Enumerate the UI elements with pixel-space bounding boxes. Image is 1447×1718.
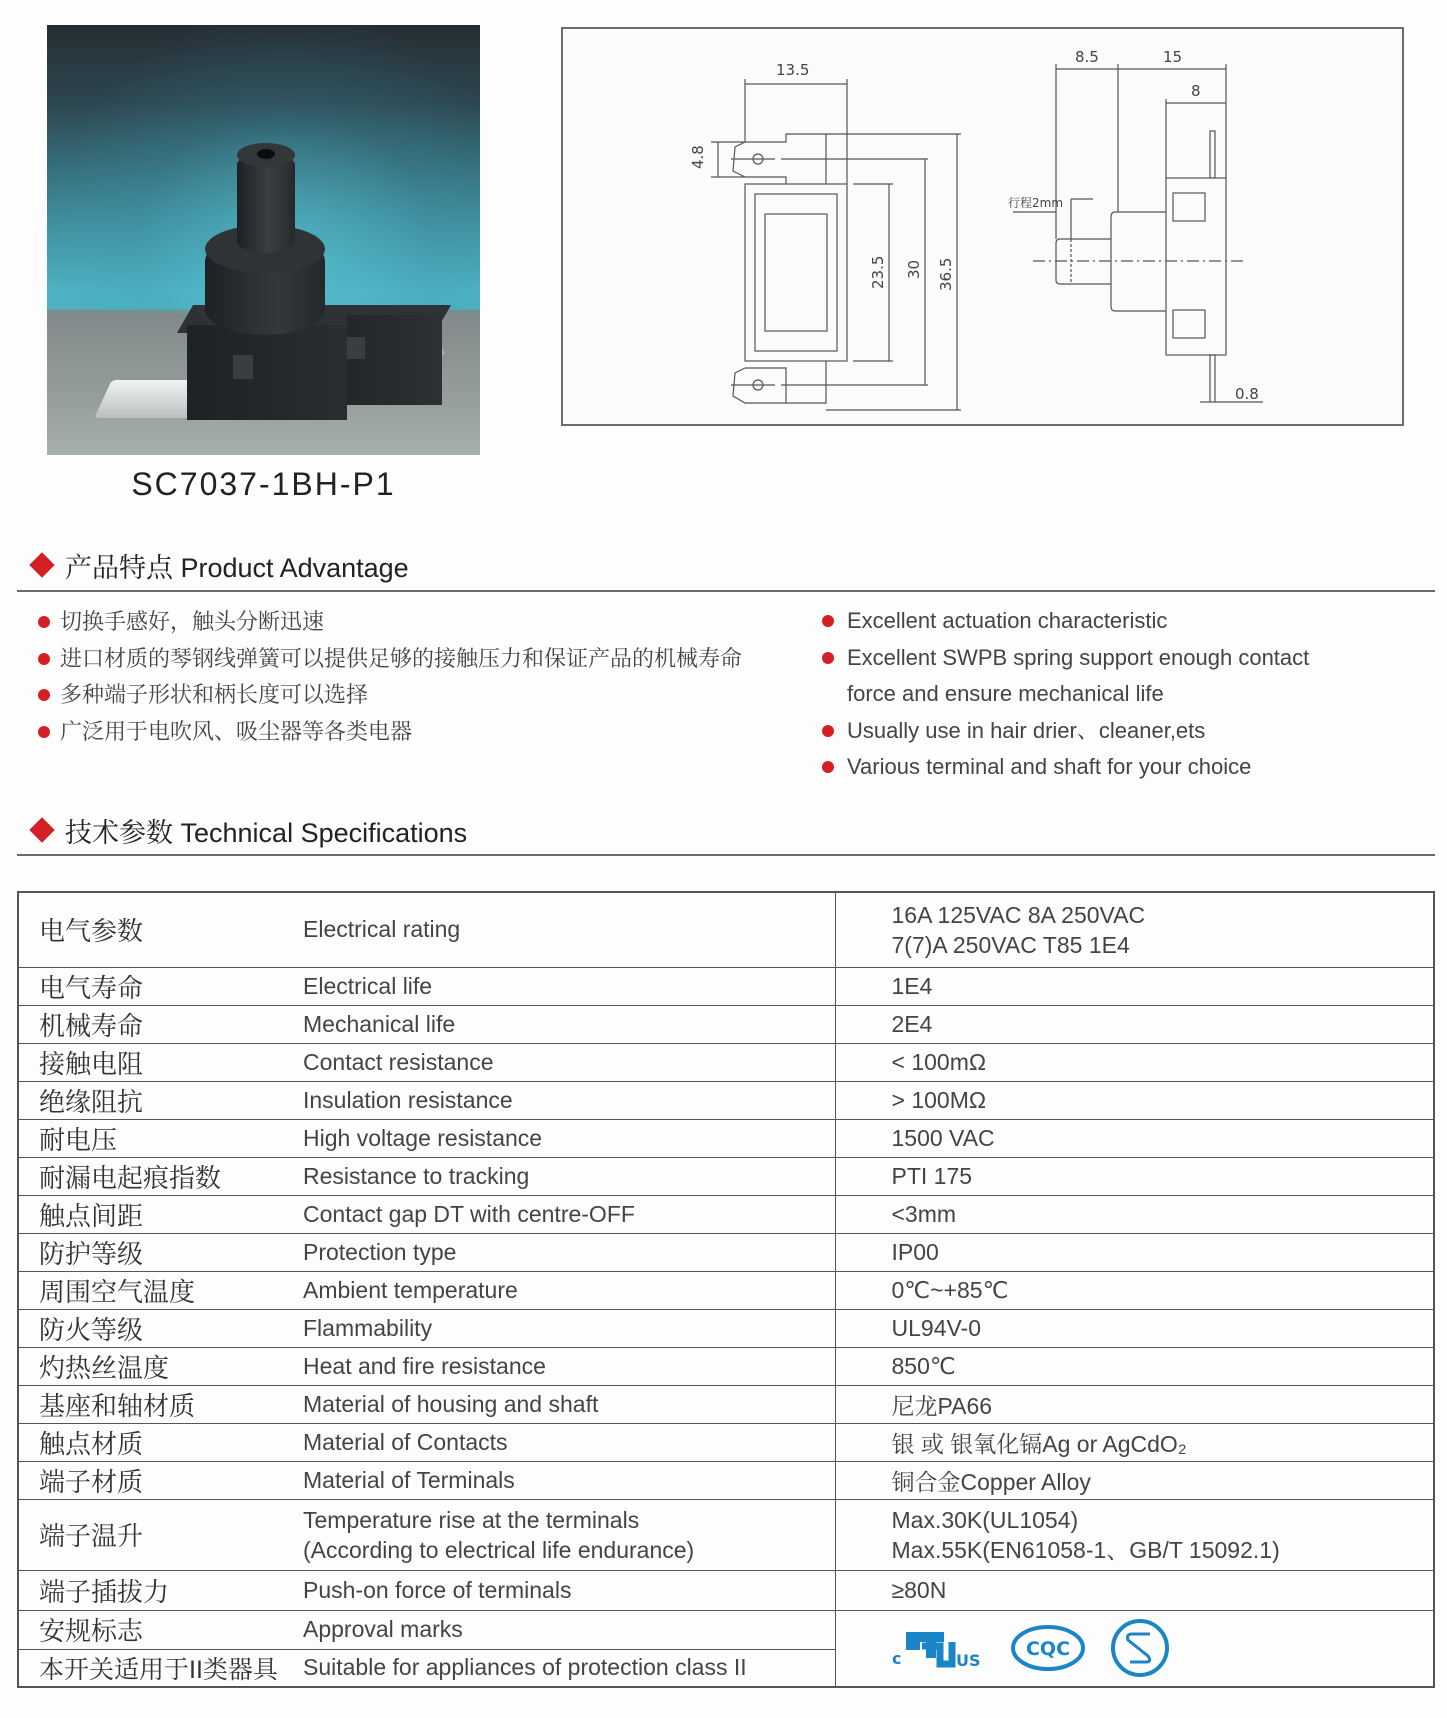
advantage-text: force and ensure mechanical life	[847, 681, 1164, 706]
spec-en: Electrical life	[303, 967, 835, 1005]
advantage-title: 产品特点 Product Advantage	[65, 552, 409, 583]
approval-marks-cell	[835, 1610, 1434, 1687]
bullet-icon	[38, 726, 50, 738]
model-name: SC7037-1BH-P1	[131, 466, 396, 502]
table-row	[18, 1499, 1434, 1570]
s-mark-icon	[1110, 1618, 1170, 1678]
spec-en: Flammability	[303, 1309, 835, 1347]
advantage-item	[38, 604, 742, 641]
spec-cn: 接触电阻	[18, 1043, 303, 1081]
spec-value	[835, 1499, 1434, 1570]
spec-value: 2E4	[835, 1005, 1434, 1043]
dim-13-5: 13.5	[776, 61, 810, 79]
spec-cn: 防火等级	[18, 1309, 303, 1347]
table-row	[18, 967, 1434, 1005]
stroke-label: 行程2mm	[1008, 196, 1064, 210]
spec-value: PTI 175	[835, 1157, 1434, 1195]
table-row	[18, 1233, 1434, 1271]
approval-marks	[892, 1618, 1434, 1678]
table-row	[18, 1423, 1434, 1461]
spec-value: UL94V-0	[835, 1309, 1434, 1347]
spec-en: Contact resistance	[303, 1043, 835, 1081]
product-photo	[47, 25, 480, 455]
spec-en: Material of Terminals	[303, 1461, 835, 1499]
dim-0-8: 0.8	[1235, 385, 1259, 403]
spec-en: Push-on force of terminals	[303, 1570, 835, 1610]
spec-en: Ambient temperature	[303, 1271, 835, 1309]
bullet-icon	[38, 616, 50, 628]
advantage-text: Usually use in hair drier、cleaner,ets	[847, 717, 1206, 743]
bullet-icon	[38, 689, 50, 701]
shaft-hole	[257, 149, 275, 159]
advantage-item	[822, 713, 1309, 750]
dim-8: 8	[1191, 82, 1201, 100]
spec-en-line: (According to electrical life endurance)	[303, 1536, 695, 1563]
table-row	[18, 1005, 1434, 1043]
bullet-icon	[822, 761, 834, 773]
spec-cn: 电气参数	[18, 892, 303, 967]
spec-value-line: Max.30K(UL1054)	[891, 1506, 1079, 1533]
advantage-text: 多种端子形状和柄长度可以选择	[60, 682, 369, 707]
spec-value: 铜合金Copper Alloy	[835, 1461, 1434, 1499]
advantage-item	[38, 641, 742, 678]
table-row	[18, 1195, 1434, 1233]
advantage-text: Excellent SWPB spring support enough contact	[847, 644, 1310, 670]
spec-value: 尼龙PA66	[835, 1385, 1434, 1423]
switch-body-side	[347, 315, 442, 405]
spec-cn: 安规标志	[18, 1610, 303, 1649]
spec-value-line: Max.55K(EN61058-1、GB/T 15092.1)	[891, 1536, 1280, 1563]
diamond-bullet-icon	[29, 552, 54, 577]
advantage-item	[822, 603, 1309, 640]
svg-text:c: c	[891, 1649, 901, 1669]
spec-value: 银 或 银氧化镉Ag or AgCdO₂	[835, 1423, 1434, 1461]
spec-value: IP00	[835, 1233, 1434, 1271]
advantage-item	[38, 714, 742, 751]
dim-8-5: 8.5	[1075, 48, 1099, 66]
spec-value: 1E4	[835, 967, 1434, 1005]
technical-drawing	[561, 27, 1404, 426]
table-row	[18, 1119, 1434, 1157]
spec-en	[303, 1499, 835, 1570]
spec-en: High voltage resistance	[303, 1119, 835, 1157]
dim-15: 15	[1163, 48, 1183, 66]
spec-en: Resistance to tracking	[303, 1157, 835, 1195]
advantage-item	[38, 677, 742, 714]
spec-value: 0℃~+85℃	[835, 1271, 1434, 1309]
spec-cn: 端子材质	[18, 1461, 303, 1499]
section-divider	[17, 854, 1435, 856]
advantage-item	[822, 749, 1309, 786]
bullet-icon	[822, 725, 834, 737]
bullet-icon	[38, 653, 50, 665]
spec-value: < 100mΩ	[835, 1043, 1434, 1081]
svg-text:US: US	[955, 1651, 981, 1669]
diamond-bullet-icon	[29, 817, 54, 842]
table-row	[18, 1309, 1434, 1347]
spec-en: Mechanical life	[303, 1005, 835, 1043]
spec-value: ≥80N	[835, 1570, 1434, 1610]
culus-mark-icon	[892, 1628, 986, 1668]
spec-value-line: 16A 125VAC 8A 250VAC	[891, 901, 1146, 928]
spec-cn: 绝缘阻抗	[18, 1081, 303, 1119]
spec-value: 1500 VAC	[835, 1119, 1434, 1157]
table-row	[18, 1157, 1434, 1195]
spec-en-line: Temperature rise at the terminals	[303, 1506, 640, 1533]
spec-en: Approval marks	[303, 1610, 835, 1649]
switch-body	[187, 325, 347, 420]
spec-cn: 灼热丝温度	[18, 1347, 303, 1385]
spec-table	[17, 891, 1435, 1688]
svg-text:CQC: CQC	[1025, 1638, 1070, 1661]
advantage-list-en	[822, 603, 1309, 786]
advantage-item-continuation	[822, 676, 1309, 713]
spec-en: Material of Contacts	[303, 1423, 835, 1461]
table-row	[18, 1570, 1434, 1610]
spec-cn: 触点间距	[18, 1195, 303, 1233]
table-row	[18, 1347, 1434, 1385]
spec-cn: 端子插拔力	[18, 1570, 303, 1610]
spec-cn: 触点材质	[18, 1423, 303, 1461]
spec-en: Contact gap DT with centre-OFF	[303, 1195, 835, 1233]
dimension-drawing	[563, 29, 1406, 428]
spec-en: Protection type	[303, 1233, 835, 1271]
advantage-text: Excellent actuation characteristic	[847, 608, 1168, 633]
spec-en: Electrical rating	[303, 892, 835, 967]
switch-shaft	[237, 153, 295, 253]
dim-23-5: 23.5	[869, 255, 887, 289]
spec-value	[835, 892, 1434, 967]
spec-cn: 电气寿命	[18, 967, 303, 1005]
specs-title: 技术参数 Technical Specifications	[65, 817, 468, 848]
spec-cn: 基座和轴材质	[18, 1385, 303, 1423]
spec-value: > 100MΩ	[835, 1081, 1434, 1119]
latch	[347, 337, 365, 359]
advantage-item	[822, 640, 1309, 677]
section-divider	[17, 590, 1435, 592]
table-row	[18, 1461, 1434, 1499]
spec-value-line: 7(7)A 250VAC T85 1E4	[891, 931, 1130, 958]
spec-cn: 防护等级	[18, 1233, 303, 1271]
advantage-text: 广泛用于电吹风、吸尘器等各类电器	[60, 718, 413, 744]
spec-en: Suitable for appliances of protection class II	[303, 1649, 835, 1687]
dim-30: 30	[905, 259, 923, 279]
advantage-text: 进口材质的琴钢线弹簧可以提供足够的接触压力和保证产品的机械寿命	[60, 645, 743, 671]
advantage-text: 切换手感好，触头分断迅速	[60, 609, 325, 634]
latch	[233, 355, 253, 379]
bullet-icon	[822, 615, 834, 627]
spec-cn: 端子温升	[18, 1499, 303, 1570]
table-row	[18, 1385, 1434, 1423]
spec-cn: 耐漏电起痕指数	[18, 1157, 303, 1195]
spec-en: Insulation resistance	[303, 1081, 835, 1119]
spec-cn: 周围空气温度	[18, 1271, 303, 1309]
spec-value: <3mm	[835, 1195, 1434, 1233]
table-row	[18, 892, 1434, 967]
advantage-text: Various terminal and shaft for your choice	[847, 754, 1252, 779]
advantage-list-cn	[38, 604, 742, 750]
spec-en: Material of housing and shaft	[303, 1385, 835, 1423]
table-row	[18, 1081, 1434, 1119]
specs-header	[28, 810, 467, 850]
table-row	[18, 1610, 1434, 1649]
table-row	[18, 1271, 1434, 1309]
advantage-header	[28, 545, 409, 585]
bullet-icon	[822, 652, 834, 664]
spec-cn: 机械寿命	[18, 1005, 303, 1043]
spec-en: Heat and fire resistance	[303, 1347, 835, 1385]
dim-4-8: 4.8	[689, 145, 707, 169]
cqc-mark-icon	[1010, 1624, 1086, 1672]
spec-cn: 本开关适用于II类器具	[18, 1649, 303, 1687]
spec-value: 850℃	[835, 1347, 1434, 1385]
dim-36-5: 36.5	[937, 257, 955, 291]
table-row	[18, 1043, 1434, 1081]
spec-cn: 耐电压	[18, 1119, 303, 1157]
